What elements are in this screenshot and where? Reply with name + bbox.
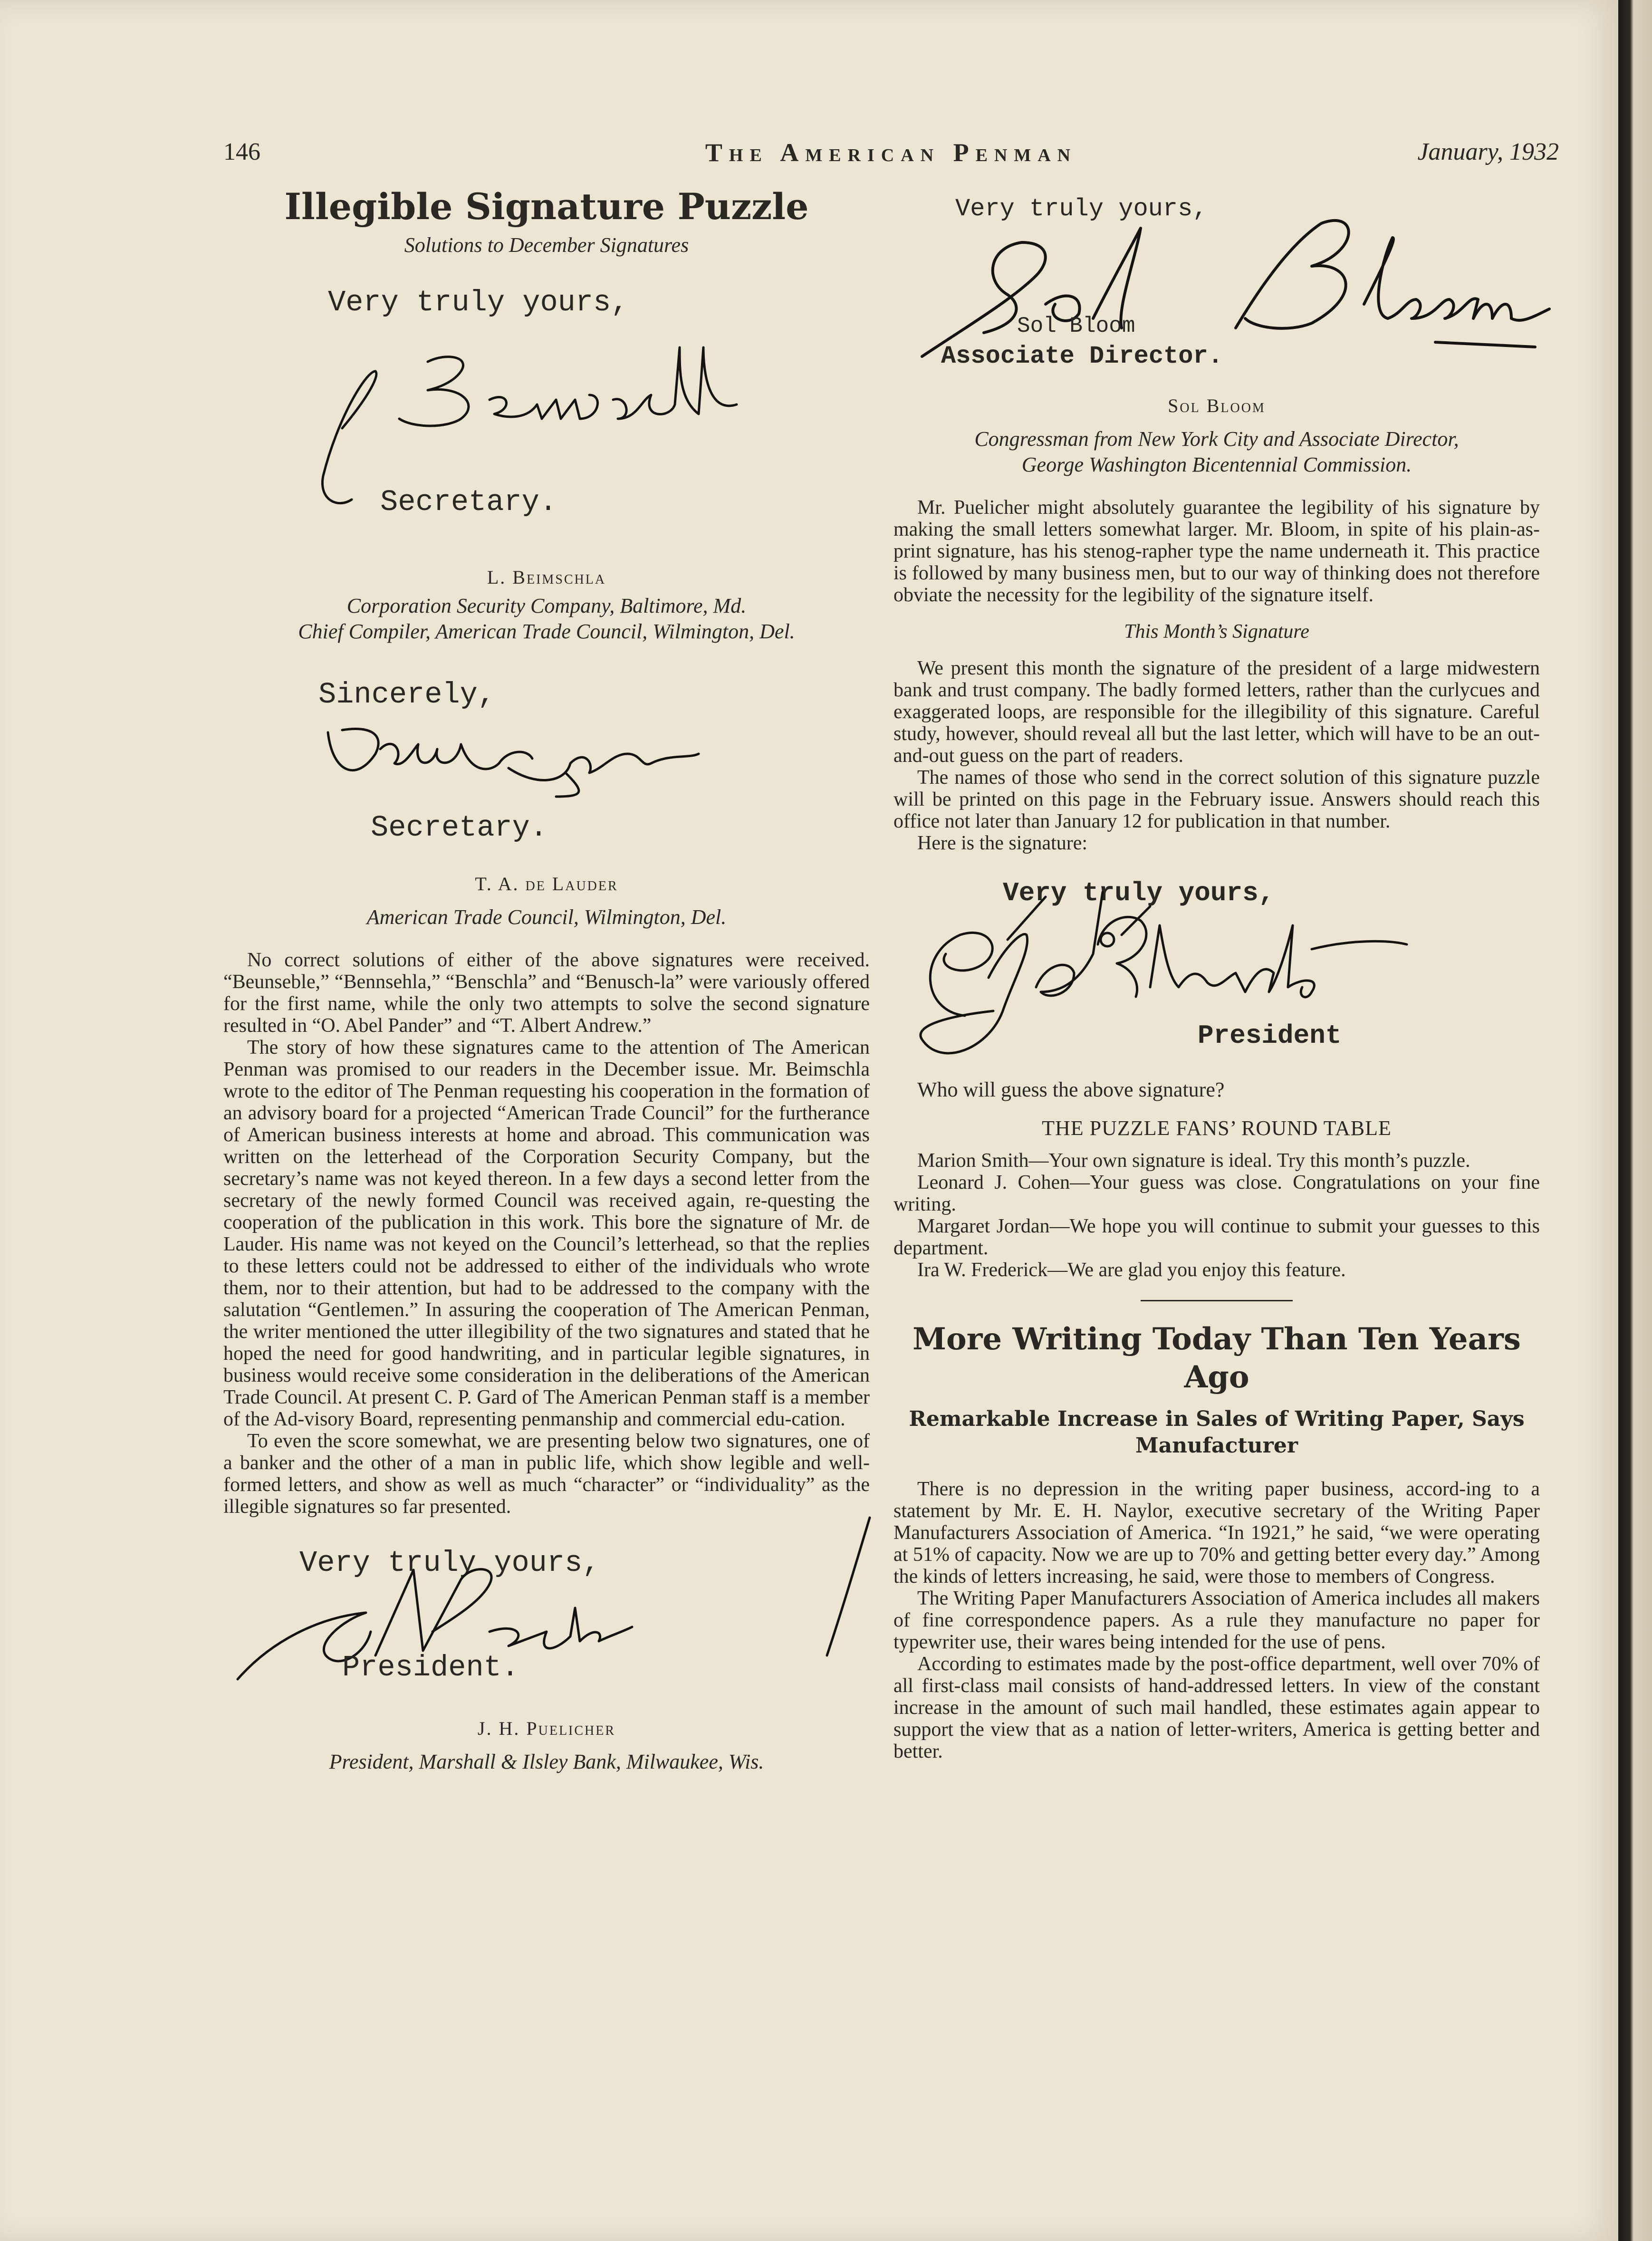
paragraph: There is no depression in the writing paper business, accord-ing to a statement by Mr. E. H. Naylor, executive secretary of the Writing Paper Manufacturers Association of America. “In 1921,” he said, “we were operating at 51% of capacity. Now we are up to 70% and getting better every day.” Among the kinds of letters increasing, he said, were those to members of Congress. [893, 1478, 1540, 1587]
round-table-entry: Margaret Jordan—We hope you will continue to submit your guesses to this department. [893, 1215, 1540, 1259]
signature-bloom [893, 185, 1540, 385]
article-2-body [893, 1478, 1540, 1762]
sig4-title-typed: Associate Director. [941, 342, 1223, 370]
paragraph: Mr. Puelicher might absolutely guarantee the legibility of his signature by making the small letters somewhat larger. Mr. Bloom, in spite of his plain-as-print signature, has his stenog-rapher type the name underneath it. This practice is followed by many business men, but to our way of thinking does not therefore obviate the necessity for the legibility of the signature itself. [893, 497, 1540, 606]
sig1-title-typed: Secretary. [380, 485, 557, 519]
sig4-name: Sol Bloom [1168, 395, 1266, 416]
magazine-title: The American Penman [705, 138, 1077, 167]
round-table-entry: Marion Smith—Your own signature is ideal. Try this month’s puzzle. [917, 1150, 1470, 1172]
sig4-typed-name: Sol Bloom [1017, 314, 1135, 338]
paragraph: According to estimates made by the post-office department, well over 70% of all first-class mail consists of hand-addressed letters. In view of the constant increase in the amount of such mail handled, these estimates again appear to support the view that as a nation of letter-writers, America is getting better and better. [893, 1653, 1540, 1762]
sig1-closing: Very truly yours, [328, 286, 629, 319]
sig2-affiliation: American Trade Council, Wilmington, Del. [366, 905, 727, 929]
page-number: 146 [223, 138, 260, 165]
puelicher-handwritten-signature [223, 1537, 870, 1693]
round-table-entry: Leonard J. Cohen—Your guess was close. Congratulations on your fine writing. [893, 1172, 1540, 1215]
paragraph: The names of those who send in the correct solution of this signature puzzle will be printed on this page in the February issue. Answers should reach this office not later than January 12 for publication in that number. [893, 767, 1540, 832]
article-subtitle: Solutions to December Signatures [404, 233, 689, 257]
issue-date: January, 1932 [1417, 138, 1559, 165]
signature-puzzle [893, 868, 1540, 1073]
section-divider [1141, 1300, 1293, 1301]
right-body-text [893, 497, 1540, 606]
sig3-affiliation: President, Marshall & Ilsley Bank, Milwaukee, Wis. [329, 1750, 764, 1773]
sig1-affiliation-2: Chief Compiler, American Trade Council, Wilmington, Del. [298, 620, 795, 643]
sig4-closing: Very truly yours, [955, 195, 1208, 223]
right-column [893, 185, 1540, 1762]
paragraph: Here is the signature: [917, 832, 1088, 854]
article-title: Illegible Signature Puzzle [284, 185, 809, 228]
right-body-text-2 [893, 657, 1540, 854]
puzzle-question: Who will guess the above signature? [917, 1078, 1225, 1101]
article-2-subtitle: Remarkable Increase in Sales of Writing Paper, Says Manufacturer [909, 1407, 1525, 1458]
sig1-affiliation-1: Corporation Security Company, Baltimore, Md. [346, 594, 747, 617]
signature-puelicher [223, 1537, 870, 1693]
paragraph: The story of how these signatures came to the attention of The American Penman was promised to our readers in the December issue. Mr. Beimschla wrote to the editor of The Penman requesting his cooperation in the formation of an advisory board for a projected “American Trade Council” for the furtherance of American business interests at home and abroad. This communication was written on the letterhead of the Corporation Security Company, but the secretary’s name was not keyed thereon. In a few days a second letter from the secretary of the newly formed Council was received again, re-questing the cooperation of the publication in this work. This bore the signature of Mr. de Lauder. His name was not keyed on the Council’s letterhead, so that the replies to these letters could not be addressed to either of the individuals who wrote them, nor to their attention, but had to be addressed to the company with the salutation “Gentlemen.” In assuring the cooperation of The American Penman, the writer mentioned the utter illegibility of the two signatures and stated that he hoped the need for good handwriting, and in particular legible signatures, in business would receive some consideration in the deliberations of the American Trade Council. At present C. P. Gard of The American Penman staff is a member of the Ad-visory Board, representing penmanship and commercial edu-cation. [223, 1037, 870, 1430]
adjacent-page-edge [1618, 0, 1652, 2241]
round-table-title: THE PUZZLE FANS’ ROUND TABLE [1042, 1116, 1392, 1140]
round-table-list [893, 1150, 1540, 1281]
article-2-title: More Writing Today Than Ten Years Ago [912, 1321, 1521, 1395]
signature-beimschla [223, 276, 870, 566]
left-column [223, 185, 870, 1775]
page-header [223, 138, 1559, 166]
round-table-entry: Ira W. Frederick—We are glad you enjoy this feature. [917, 1259, 1346, 1281]
sig2-name: T. A. de Lauder [475, 873, 618, 894]
sig3-title-typed: President. [342, 1651, 519, 1684]
sig3-name: J. H. Puelicher [477, 1718, 616, 1739]
sig5-title-typed: President [1198, 1020, 1342, 1051]
paragraph: The Writing Paper Manufacturers Association of America includes all makers of fine correspondence papers. As a rule they manufacture no paper for typewriter use, their wares being intended for the use of pens. [893, 1587, 1540, 1653]
left-body-text [223, 949, 870, 1518]
sig1-name: L. Beimschla [487, 567, 606, 588]
sig4-affiliation-1: Congressman from New York City and Associate Director, [974, 427, 1459, 451]
sig3-closing: Very truly yours, [299, 1546, 600, 1580]
beimschla-handwritten-signature [223, 276, 870, 566]
paragraph: We present this month the signature of the president of a large midwestern bank and trust company. The badly formed letters, rather than the curlycues and exaggerated loops, are responsible for the illegibility of this signature. Careful study, however, should reveal all but the last letter, which will have to be an out-and-out guess on the part of readers. [893, 657, 1540, 767]
sig4-affiliation-2: George Washington Bicentennial Commission. [1021, 453, 1412, 476]
paragraph: No correct solutions of either of the above signatures were received. “Beunseble,” “Bennsehla,” “Benschla” and “Benusch-la” were variously offered for the first name, while the only two attempts to solve the second signature resulted in “O. Abel Pander” and “T. Albert Andrew.” [223, 949, 870, 1037]
section-title: This Month’s Signature [1124, 621, 1309, 643]
sig5-closing: Very truly yours, [1003, 878, 1275, 908]
signature-de-lauder [223, 678, 870, 858]
paragraph: To even the score somewhat, we are presenting below two signatures, one of a banker and the other of a man in public life, which show legible and well-formed letters, and show as well as much “character” or “individuality” as the illegible signatures so far presented. [223, 1430, 870, 1518]
sig2-title-typed: Secretary. [371, 811, 548, 845]
sig2-closing: Sincerely, [318, 678, 496, 712]
